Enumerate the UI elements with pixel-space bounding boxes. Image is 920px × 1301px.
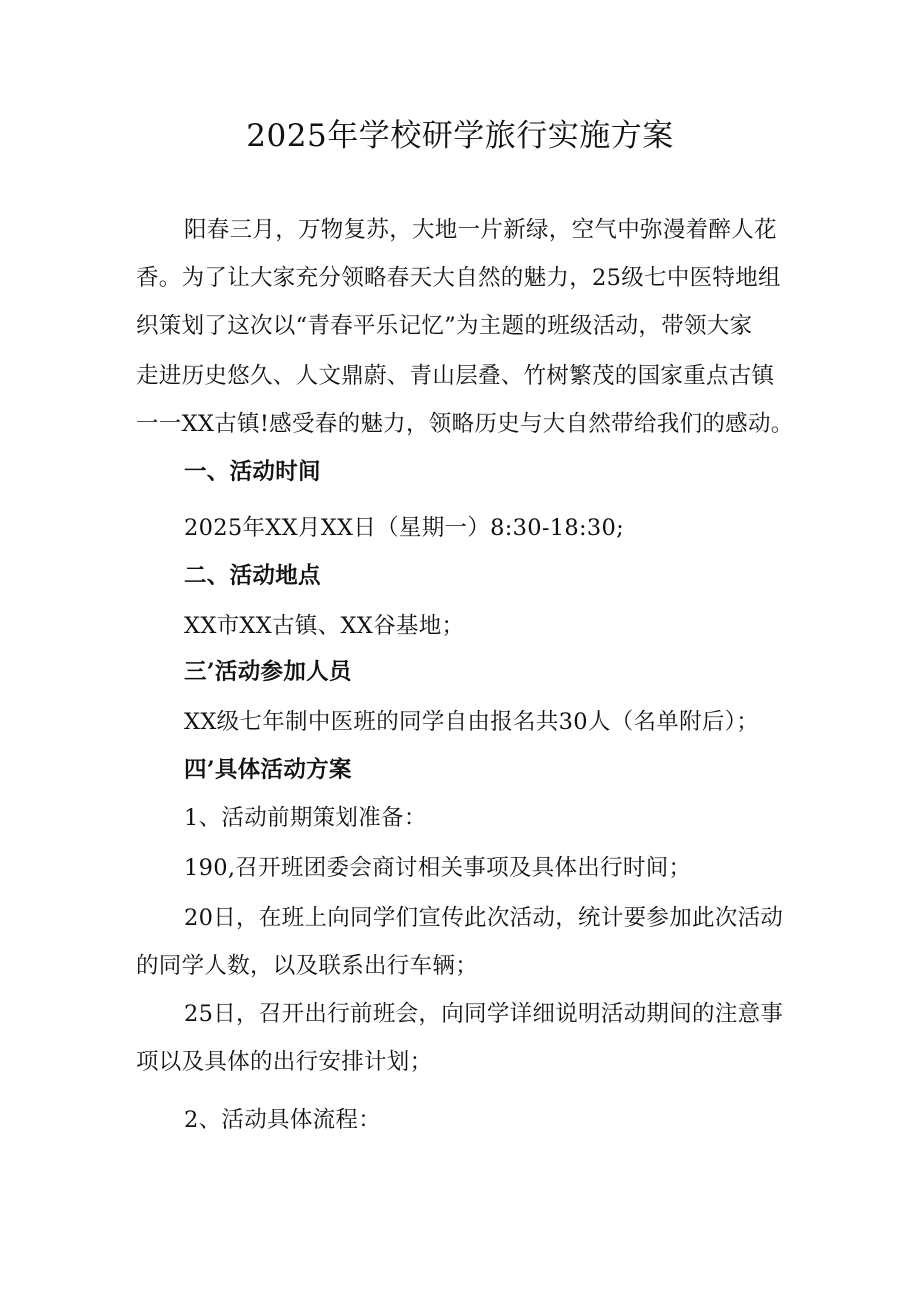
section-text-participants: XX级七年制中医班的同学自由报名共30人（名单附后）； <box>184 709 760 735</box>
intro-line-3: 织策划了这次以“青春平乐记忆”为主题的班级活动，带领大家 <box>136 313 753 339</box>
intro-line-5: 一一XX古镇!感受春的魅力，领略历史与大自然带给我们的感动。 <box>136 411 794 437</box>
section-heading-location: 二、活动地点 <box>184 563 321 589</box>
preparation-item-2-line-1: 20日，在班上向同学们宣传此次活动，统计要参加此次活动 <box>184 905 784 931</box>
subsection-heading-process: 2、活动具体流程： <box>184 1107 382 1133</box>
subsection-heading-preparation: 1、活动前期策划准备： <box>184 805 427 831</box>
section-text-time: 2025年XX月XX日（星期一）8:30-18:30; <box>184 515 624 541</box>
preparation-item-3-line-2: 项以及具体的出行安排计划； <box>136 1049 433 1075</box>
preparation-item-3-line-1: 25日，召开出行前班会，向同学详细说明活动期间的注意事 <box>184 1001 784 1027</box>
section-heading-time: 一、活动时间 <box>184 459 321 485</box>
section-heading-participants: 三’活动参加人员 <box>184 659 352 685</box>
intro-line-4: 走进历史悠久、人文鼎蔚、青山层叠、竹树繁茂的国家重点古镇 <box>136 363 775 389</box>
document-title: 2025年学校研学旅行实施方案 <box>246 118 674 154</box>
preparation-item-1: 190,召开班团委会商讨相关事项及具体出行时间； <box>184 855 692 881</box>
section-heading-plan: 四’具体活动方案 <box>184 757 352 783</box>
preparation-item-2-line-2: 的同学人数，以及联系出行车辆； <box>136 953 479 979</box>
section-text-location: XX市XX古镇、XX谷基地； <box>184 613 465 639</box>
intro-line-2: 香。为了让大家充分领略春天大自然的魅力，25级七中医特地组 <box>136 265 781 291</box>
intro-line-1: 阳春三月，万物复苏，大地一片新绿，空气中弥漫着醉人花 <box>184 217 777 243</box>
